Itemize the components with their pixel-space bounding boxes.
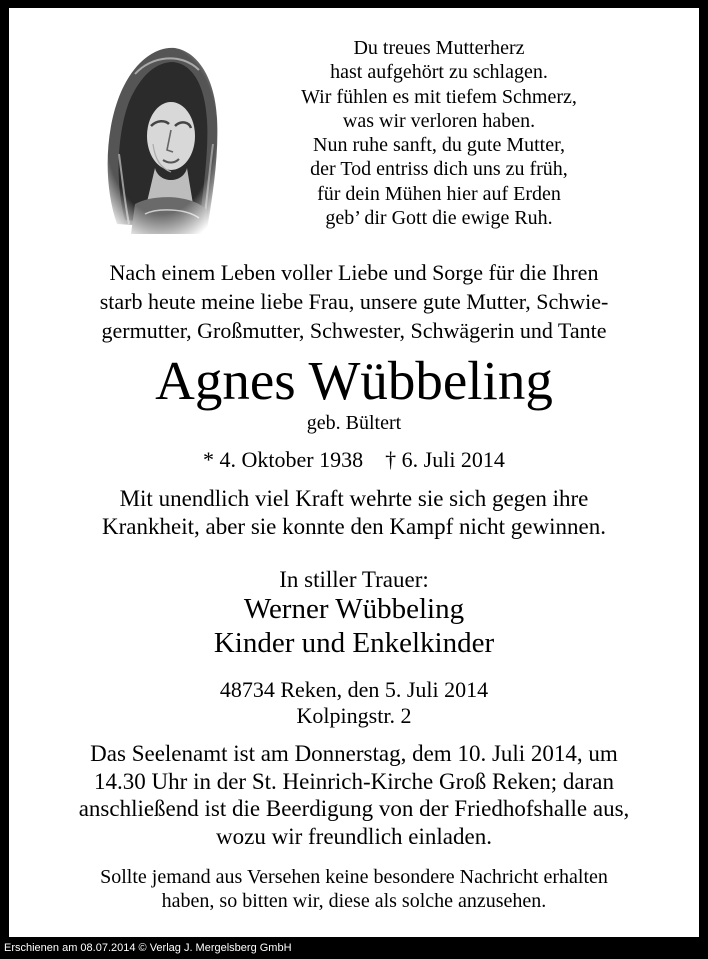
- life-dates: [9, 446, 699, 474]
- obituary-card: [9, 8, 699, 937]
- poem-line: Wir fühlen es mit tiefem Schmerz,: [301, 85, 577, 108]
- intro-line: germutter, Großmutter, Schwester, Schwägerin und Tante: [101, 318, 607, 343]
- poem-line: hast aufgehört zu schlagen.: [330, 61, 548, 84]
- poem-line: geb’ dir Gott die ewige Ruh.: [325, 207, 553, 230]
- madonna-portrait-icon: [95, 34, 227, 234]
- address-line: 48734 Reken, den 5. Juli 2014: [219, 677, 489, 702]
- address-line: Kolpingstr. 2: [296, 703, 412, 728]
- birth-date: * 4. Oktober 1938: [203, 447, 364, 472]
- mourner-name: Kinder und Enkelkinder: [213, 627, 495, 659]
- struggle-text: [9, 485, 699, 541]
- poem-line: der Tod entriss dich uns zu früh,: [310, 158, 568, 181]
- struggle-line: Mit unendlich viel Kraft wehrte sie sich gegen ihre: [119, 486, 589, 511]
- service-line: Das Seelenamt ist am Donnerstag, dem 10. Juli 2014, um: [90, 741, 618, 766]
- mourning-label: In stiller Trauer:: [279, 567, 429, 592]
- poem-line: Du treues Mutterherz: [353, 37, 525, 59]
- service-line: wozu wir freundlich einladen.: [216, 823, 492, 849]
- death-date: † 6. Juli 2014: [385, 447, 505, 472]
- intro-line: starb heute meine liebe Frau, unsere gute Mutter, Schwie-: [99, 289, 609, 314]
- service-line: 14.30 Uhr in der St. Heinrich-Kirche Groß Reken; daran: [94, 768, 614, 794]
- notice-text: [9, 865, 699, 913]
- poem-line: was wir verloren haben.: [342, 109, 536, 132]
- intro-text: [9, 258, 699, 345]
- birth-name: geb. Bültert: [306, 412, 402, 434]
- deceased-name: Agnes Wübbeling: [155, 350, 553, 411]
- poem-line: Nun ruhe sanft, du gute Mutter,: [313, 134, 565, 157]
- poem-line: für dein Mühen hier auf Erden: [317, 182, 561, 205]
- service-line: anschließend ist die Beerdigung von der Friedhofshalle aus,: [78, 796, 630, 821]
- notice-line: Sollte jemand aus Versehen keine besondere Nachricht erhalten: [100, 866, 608, 888]
- address: [9, 677, 699, 729]
- struggle-line: Krankheit, aber sie konnte den Kampf nicht gewinnen.: [102, 514, 606, 539]
- notice-line: haben, so bitten wir, diese als solche anzusehen.: [161, 890, 547, 912]
- publication-footer: Erschienen am 08.07.2014 © Verlag J. Mergelsberg GmbH: [4, 942, 292, 954]
- mourners: [9, 592, 699, 660]
- intro-line: Nach einem Leben voller Liebe und Sorge für die Ihren: [109, 260, 599, 285]
- poem: [279, 36, 599, 230]
- service-info: [9, 740, 699, 850]
- mourner-name: Werner Wübbeling: [243, 593, 465, 625]
